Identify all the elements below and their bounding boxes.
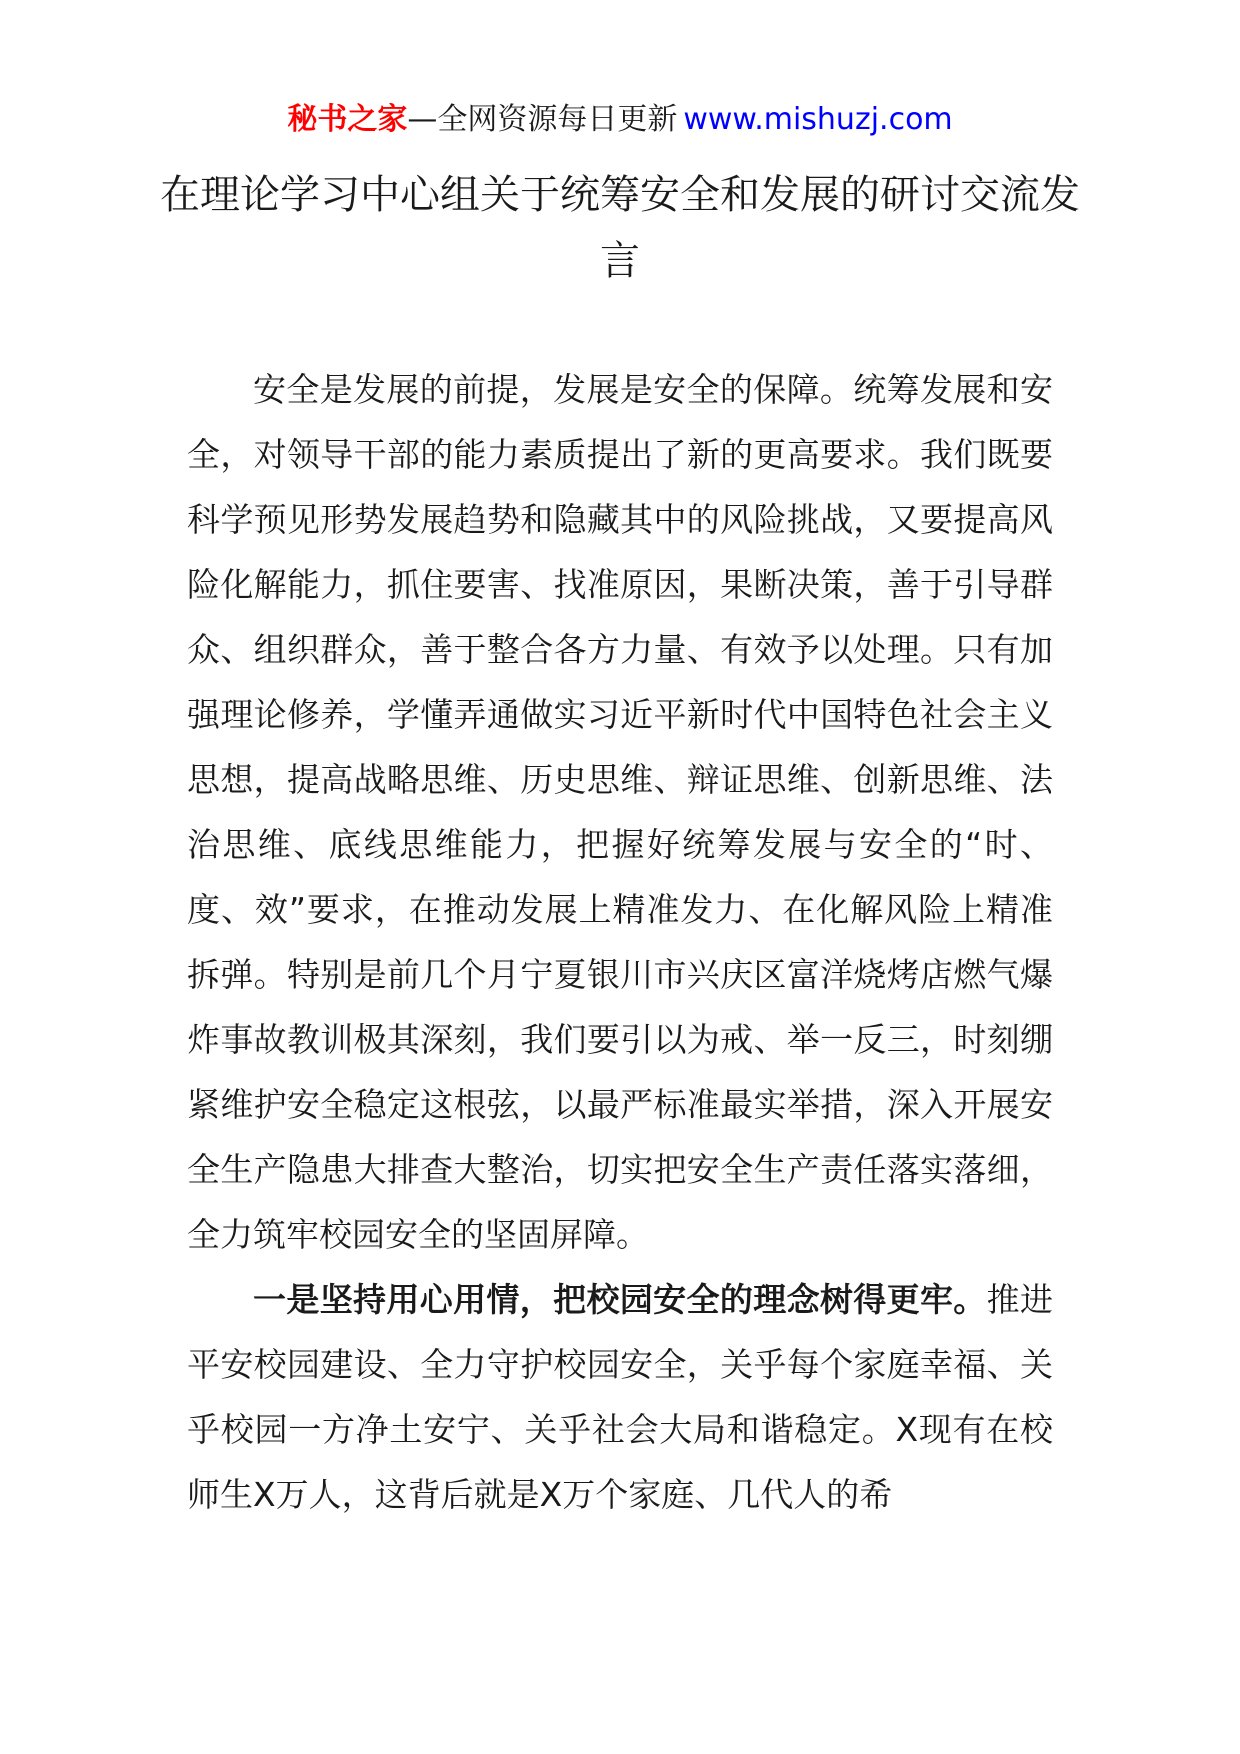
paragraph-point-one [187, 1267, 1053, 1527]
paragraph-text: 推进平安校园建设、全力守护校园安全，关乎每个家庭幸福、关乎校园一方净土安宁、关乎社会大局和谐稳定。X现有在校师生X万人，这背后就是X万个家庭、几代人的希 [187, 1280, 1054, 1514]
document-body [187, 357, 1053, 1527]
site-slogan: —全网资源每日更新 [407, 102, 678, 137]
site-header [0, 100, 1240, 140]
paragraph-intro [187, 357, 1053, 1267]
site-url-link[interactable]: www.mishuzj.com [683, 102, 953, 137]
paragraph-lead: 一是坚持用心用情，把校园安全的理念树得更牢。 [253, 1280, 987, 1319]
brand-name: 秘书之家 [287, 102, 408, 137]
paragraph-text: 安全是发展的前提，发展是安全的保障。统筹发展和安全，对领导干部的能力素质提出了新的更高要求。我们既要科学预见形势发展趋势和隐藏其中的风险挑战，又要提高风险化解能力，抓住要害、找准原因，果断决策，善于引导群众、组织群众，善于整合各方力量、有效予以处理。只有加强理论修养，学懂弄通做实习近平新时代中国特色社会主义思想，提高战略思维、历史思维、辩证思维、创新思维、法治思维、底线思维能力，把握好统筹发展与安全的“时、度、效”要求，在推动发展上精准发力、在化解风险上精准拆弹。特别是前几个月宁夏银川市兴庆区富洋烧烤店燃气爆炸事故教训极其深刻，我们要引以为戒、举一反三，时刻绷紧维护安全稳定这根弦，以最严标准最实举措，深入开展安全生产隐患大排查大整治，切实把安全生产责任落实落细，全力筑牢校园安全的坚固屏障。 [187, 370, 1053, 1254]
document-title: 在理论学习中心组关于统筹安全和发展的研讨交流发言 [160, 172, 1080, 284]
